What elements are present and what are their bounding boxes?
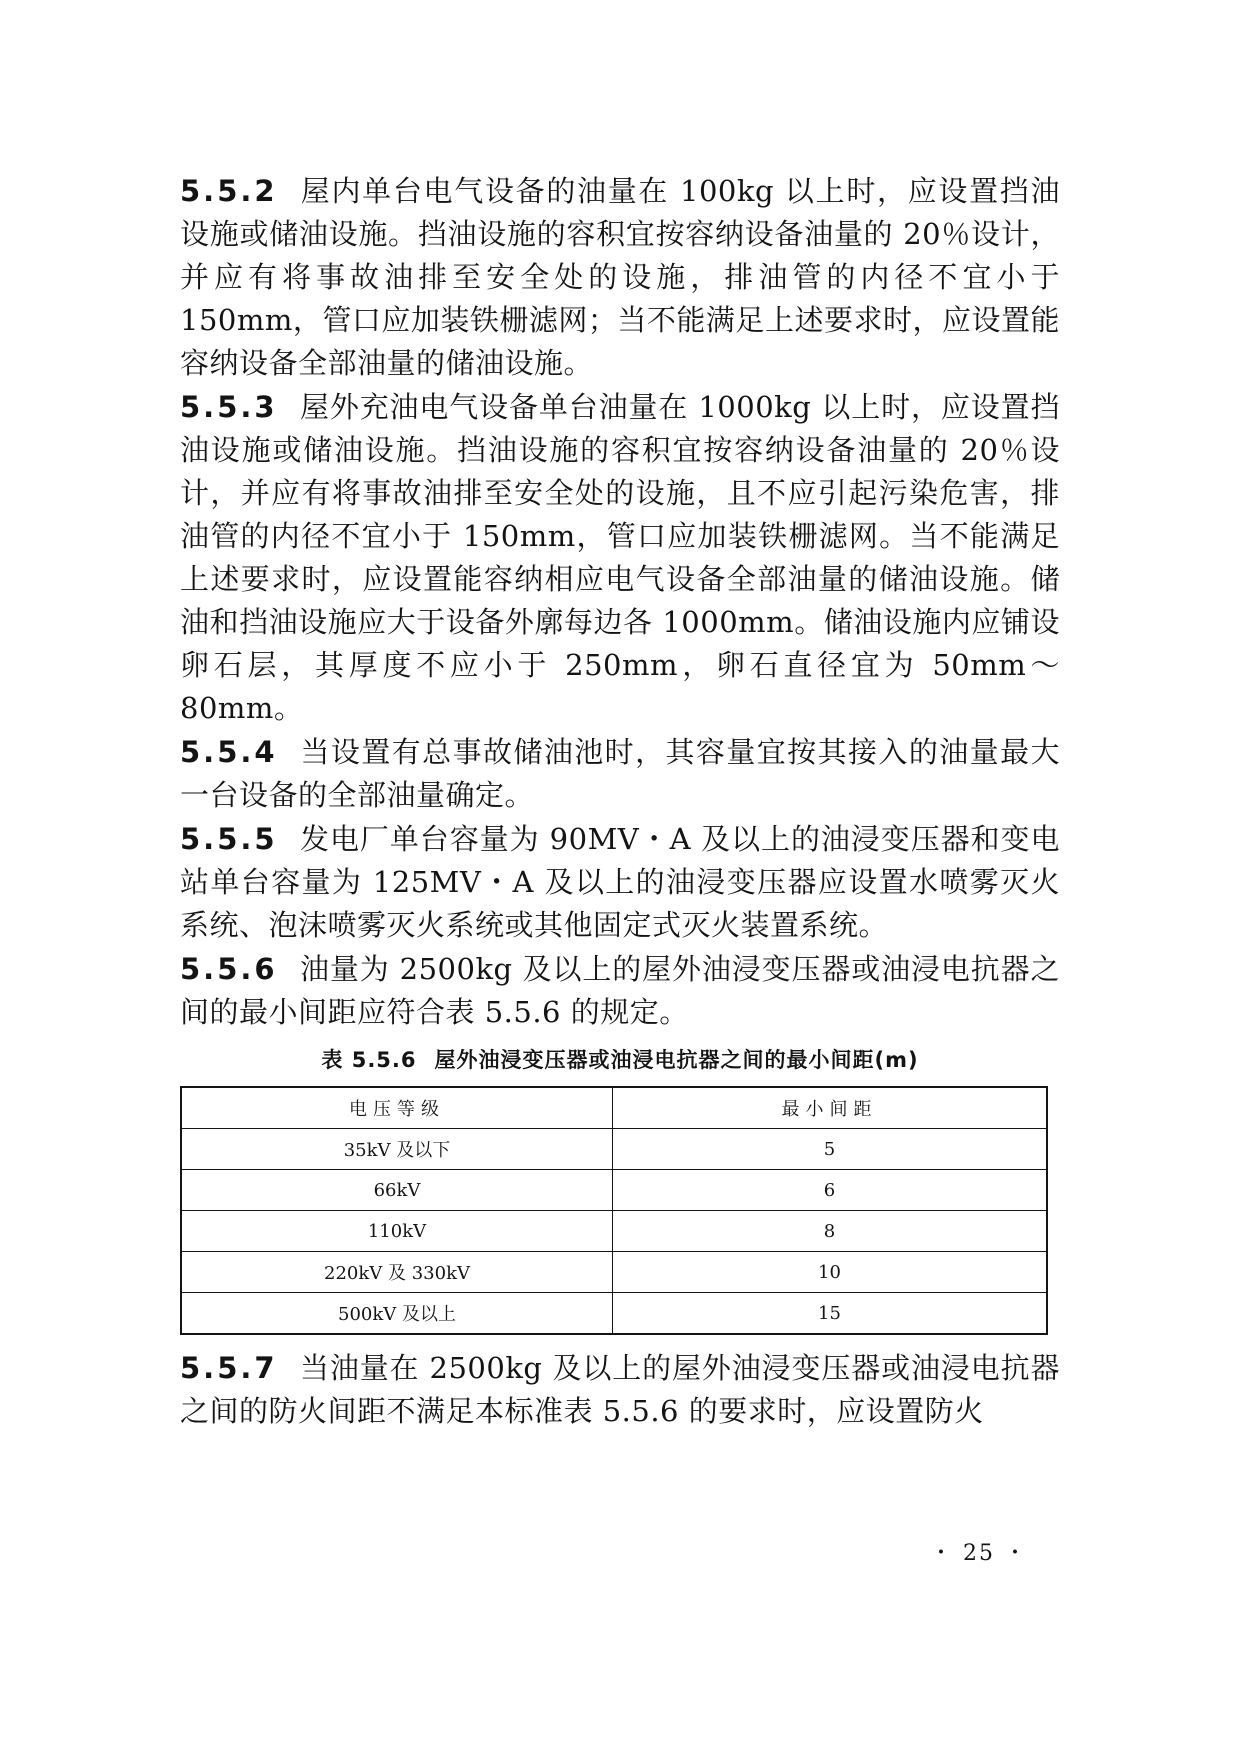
cell-voltage: 66kV: [181, 1170, 613, 1211]
cell-spacing: 8: [613, 1211, 1048, 1252]
header-min-spacing: 最小间距: [613, 1087, 1048, 1129]
table-caption-number: 表 5.5.6: [321, 1048, 417, 1072]
clause-text: 发电厂单台容量为 90MV・A 及以上的油浸变压器和变电站单台容量为 125MV・A 及以上的油浸变压器应设置水喷雾灭火系统、泡沫喷雾灭火系统或其他固定式灭火装置系统。: [180, 822, 1060, 942]
cell-voltage: 35kV 及以下: [181, 1129, 613, 1170]
cell-spacing: 5: [613, 1129, 1048, 1170]
clause-number: 5.5.4: [180, 735, 278, 769]
clause-number: 5.5.3: [180, 390, 278, 424]
cell-spacing: 10: [613, 1252, 1048, 1293]
clause-5-5-2: [180, 170, 1060, 385]
clause-text: 当油量在 2500kg 及以上的屋外油浸变压器或油浸电抗器之间的防火间距不满足本标准表 5.5.6 的要求时，应设置防火: [180, 1351, 1060, 1428]
page-number: ・ 25 ・: [930, 1541, 1028, 1566]
header-voltage-level: 电压等级: [181, 1087, 613, 1129]
table-row: [181, 1293, 1047, 1335]
page-content: [180, 170, 1060, 1434]
clause-5-5-6: [180, 948, 1060, 1034]
clause-5-5-4: [180, 731, 1060, 817]
clause-text: 屋外充油电气设备单台油量在 1000kg 以上时，应设置挡油设施或储油设施。挡油设施的容积宜按容纳设备油量的 20％设计，并应有将事故油排至安全处的设施，且不应引起污染危害，排油管的内径不宜小于 150mm，管口应加装铁栅滤网。当不能满足上述要求时，应设置能容纳相应电气设备全部油量的储油设施。储油和挡油设施应大于设备外廓每边各 1000mm。储油设施内应铺设卵石层，其厚度不应小于 250mm，卵石直径宜为 50mm～80mm。: [180, 390, 1060, 725]
table-row: [181, 1129, 1047, 1170]
clause-5-5-5: [180, 818, 1060, 947]
table-caption: [180, 1044, 1060, 1074]
clause-text: 油量为 2500kg 及以上的屋外油浸变压器或油浸电抗器之间的最小间距应符合表 5.5.6 的规定。: [180, 952, 1060, 1029]
spacing-table: [180, 1086, 1048, 1335]
clause-5-5-7: [180, 1347, 1060, 1433]
cell-spacing: 15: [613, 1293, 1048, 1335]
table-header-row: [181, 1087, 1047, 1129]
cell-spacing: 6: [613, 1170, 1048, 1211]
clause-number: 5.5.6: [180, 952, 278, 986]
table-row: [181, 1170, 1047, 1211]
cell-voltage: 110kV: [181, 1211, 613, 1252]
clause-number: 5.5.5: [180, 822, 278, 856]
table-row: [181, 1252, 1047, 1293]
clause-number: 5.5.7: [180, 1351, 278, 1385]
cell-voltage: 220kV 及 330kV: [181, 1252, 613, 1293]
cell-voltage: 500kV 及以上: [181, 1293, 613, 1335]
table-caption-text: 屋外油浸变压器或油浸电抗器之间的最小间距(m): [434, 1048, 919, 1072]
clause-text: 当设置有总事故储油池时，其容量宜按其接入的油量最大一台设备的全部油量确定。: [180, 735, 1060, 812]
clause-number: 5.5.2: [180, 174, 278, 208]
clause-5-5-3: [180, 386, 1060, 730]
clause-text: 屋内单台电气设备的油量在 100kg 以上时，应设置挡油设施或储油设施。挡油设施的容积宜按容纳设备油量的 20％设计，并应有将事故油排至安全处的设施，排油管的内径不宜小于 150mm，管口应加装铁栅滤网；当不能满足上述要求时，应设置能容纳设备全部油量的储油设施。: [180, 174, 1060, 380]
table-row: [181, 1211, 1047, 1252]
